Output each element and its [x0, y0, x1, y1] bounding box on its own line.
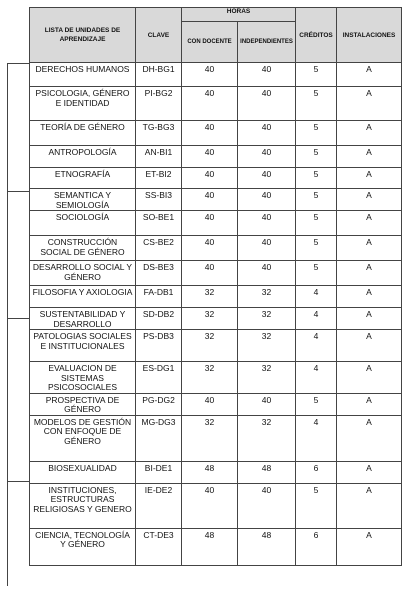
table-row — [30, 528, 402, 565]
row-independientes: 40 — [238, 236, 296, 261]
row-clave: AN-BI1 — [136, 146, 182, 168]
curriculum-table — [29, 7, 402, 566]
header-unidad: LISTA DE UNIDADES DE APRENDIZAJE — [30, 8, 136, 63]
row-instalaciones: A — [337, 286, 402, 308]
row-clave: IE-DE2 — [136, 483, 182, 528]
header-creditos: CRÉDITOS — [296, 8, 337, 63]
row-independientes: 32 — [238, 330, 296, 362]
row-instalaciones: A — [337, 168, 402, 189]
group-bracket-3 — [7, 318, 29, 481]
header-horas: HORAS — [182, 8, 296, 22]
row-con-docente: 40 — [182, 189, 238, 211]
row-instalaciones: A — [337, 483, 402, 528]
row-clave: TG-BG3 — [136, 121, 182, 146]
group-bracket-4 — [7, 481, 29, 586]
row-instalaciones: A — [337, 63, 402, 87]
row-name: TEORÍA DE GÉNERO — [30, 121, 136, 146]
row-independientes: 40 — [238, 121, 296, 146]
row-name: FILOSOFIA Y AXIOLOGIA — [30, 286, 136, 308]
row-instalaciones: A — [337, 261, 402, 286]
row-instalaciones: A — [337, 362, 402, 394]
row-clave: SD-DB2 — [136, 308, 182, 330]
row-con-docente: 32 — [182, 286, 238, 308]
row-creditos: 5 — [296, 87, 337, 121]
header-instalaciones: INSTALACIONES — [337, 8, 402, 63]
row-independientes: 48 — [238, 461, 296, 483]
row-name: INSTITUCIONES, ESTRUCTURAS RELIGIOSAS Y GENERO — [30, 483, 136, 528]
row-creditos: 5 — [296, 261, 337, 286]
table-row — [30, 189, 402, 211]
row-clave: PS-DB3 — [136, 330, 182, 362]
row-con-docente: 32 — [182, 415, 238, 461]
row-name: DERECHOS HUMANOS — [30, 63, 136, 87]
row-independientes: 40 — [238, 211, 296, 236]
row-con-docente: 40 — [182, 236, 238, 261]
row-name: ANTROPOLOGÍA — [30, 146, 136, 168]
row-name: CONSTRUCCIÓN SOCIAL DE GÉNERO — [30, 236, 136, 261]
row-clave: CS-BE2 — [136, 236, 182, 261]
row-creditos: 4 — [296, 308, 337, 330]
row-independientes: 32 — [238, 308, 296, 330]
row-clave: BI-DE1 — [136, 461, 182, 483]
row-name: SOCIOLOGÍA — [30, 211, 136, 236]
row-con-docente: 40 — [182, 146, 238, 168]
row-independientes: 40 — [238, 261, 296, 286]
row-creditos: 6 — [296, 528, 337, 565]
row-con-docente: 40 — [182, 168, 238, 189]
row-clave: CT-DE3 — [136, 528, 182, 565]
row-clave: PI-BG2 — [136, 87, 182, 121]
row-independientes: 40 — [238, 146, 296, 168]
row-name: BIOSEXUALIDAD — [30, 461, 136, 483]
row-creditos: 5 — [296, 211, 337, 236]
row-instalaciones: A — [337, 415, 402, 461]
row-creditos: 5 — [296, 63, 337, 87]
table-row — [30, 63, 402, 87]
row-con-docente: 40 — [182, 121, 238, 146]
header-clave: CLAVE — [136, 8, 182, 63]
row-clave: DH-BG1 — [136, 63, 182, 87]
row-instalaciones: A — [337, 146, 402, 168]
row-instalaciones: A — [337, 121, 402, 146]
row-name: PROSPECTIVA DE GÉNERO — [30, 393, 136, 415]
row-name: CIENCIA, TECNOLOGÍA Y GÉNERO — [30, 528, 136, 565]
table-row — [30, 286, 402, 308]
row-name: ETNOGRAFÍA — [30, 168, 136, 189]
table-row — [30, 146, 402, 168]
row-clave: SO-BE1 — [136, 211, 182, 236]
table-row — [30, 393, 402, 415]
row-creditos: 4 — [296, 362, 337, 394]
row-name: PSICOLOGIA, GÉNERO E IDENTIDAD — [30, 87, 136, 121]
row-creditos: 4 — [296, 286, 337, 308]
row-con-docente: 40 — [182, 211, 238, 236]
table-row — [30, 308, 402, 330]
row-con-docente: 40 — [182, 261, 238, 286]
row-creditos: 5 — [296, 189, 337, 211]
row-creditos: 4 — [296, 330, 337, 362]
row-creditos: 6 — [296, 461, 337, 483]
row-name: MODELOS DE GESTIÓN CON ENFOQUE DE GÉNERO — [30, 415, 136, 461]
row-clave: ES-DG1 — [136, 362, 182, 394]
row-instalaciones: A — [337, 236, 402, 261]
row-instalaciones: A — [337, 211, 402, 236]
row-independientes: 40 — [238, 483, 296, 528]
table-row — [30, 330, 402, 362]
row-creditos: 4 — [296, 415, 337, 461]
table-row — [30, 236, 402, 261]
row-clave: DS-BE3 — [136, 261, 182, 286]
header-independientes: INDEPENDIENTES — [238, 22, 296, 63]
table-row — [30, 415, 402, 461]
table-row — [30, 261, 402, 286]
row-clave: ET-BI2 — [136, 168, 182, 189]
row-name: PATOLOGIAS SOCIALES E INSTITUCIONALES — [30, 330, 136, 362]
row-instalaciones: A — [337, 87, 402, 121]
row-independientes: 32 — [238, 286, 296, 308]
row-name: SEMANTICA Y SEMIOLOGÍA — [30, 189, 136, 211]
row-con-docente: 48 — [182, 528, 238, 565]
row-con-docente: 40 — [182, 63, 238, 87]
row-con-docente: 32 — [182, 362, 238, 394]
row-independientes: 48 — [238, 528, 296, 565]
table-row — [30, 168, 402, 189]
table-row — [30, 483, 402, 528]
row-con-docente: 32 — [182, 308, 238, 330]
row-name: DESARROLLO SOCIAL Y GÉNERO — [30, 261, 136, 286]
row-clave: MG-DG3 — [136, 415, 182, 461]
group-bracket-2 — [7, 191, 29, 318]
row-creditos: 5 — [296, 483, 337, 528]
row-instalaciones: A — [337, 528, 402, 565]
group-bracket-1 — [7, 63, 29, 191]
row-con-docente: 40 — [182, 393, 238, 415]
row-independientes: 32 — [238, 362, 296, 394]
row-creditos: 5 — [296, 146, 337, 168]
header-con-docente: CON DOCENTE — [182, 22, 238, 63]
row-instalaciones: A — [337, 393, 402, 415]
row-instalaciones: A — [337, 189, 402, 211]
table-row — [30, 211, 402, 236]
row-con-docente: 32 — [182, 330, 238, 362]
row-independientes: 40 — [238, 168, 296, 189]
row-clave: PG-DG2 — [136, 393, 182, 415]
row-independientes: 40 — [238, 393, 296, 415]
table-row — [30, 461, 402, 483]
row-clave: SS-BI3 — [136, 189, 182, 211]
row-name: EVALUACION DE SISTEMAS PSICOSOCIALES — [30, 362, 136, 394]
table-row — [30, 121, 402, 146]
row-independientes: 40 — [238, 87, 296, 121]
row-creditos: 5 — [296, 236, 337, 261]
row-instalaciones: A — [337, 330, 402, 362]
row-con-docente: 40 — [182, 87, 238, 121]
table-row — [30, 87, 402, 121]
row-instalaciones: A — [337, 461, 402, 483]
row-name: SUSTENTABILIDAD Y DESARROLLO — [30, 308, 136, 330]
row-con-docente: 40 — [182, 483, 238, 528]
row-creditos: 5 — [296, 121, 337, 146]
row-independientes: 32 — [238, 415, 296, 461]
row-independientes: 40 — [238, 189, 296, 211]
row-independientes: 40 — [238, 63, 296, 87]
row-con-docente: 48 — [182, 461, 238, 483]
row-creditos: 5 — [296, 168, 337, 189]
row-clave: FA-DB1 — [136, 286, 182, 308]
row-instalaciones: A — [337, 308, 402, 330]
table-row — [30, 362, 402, 394]
row-creditos: 5 — [296, 393, 337, 415]
